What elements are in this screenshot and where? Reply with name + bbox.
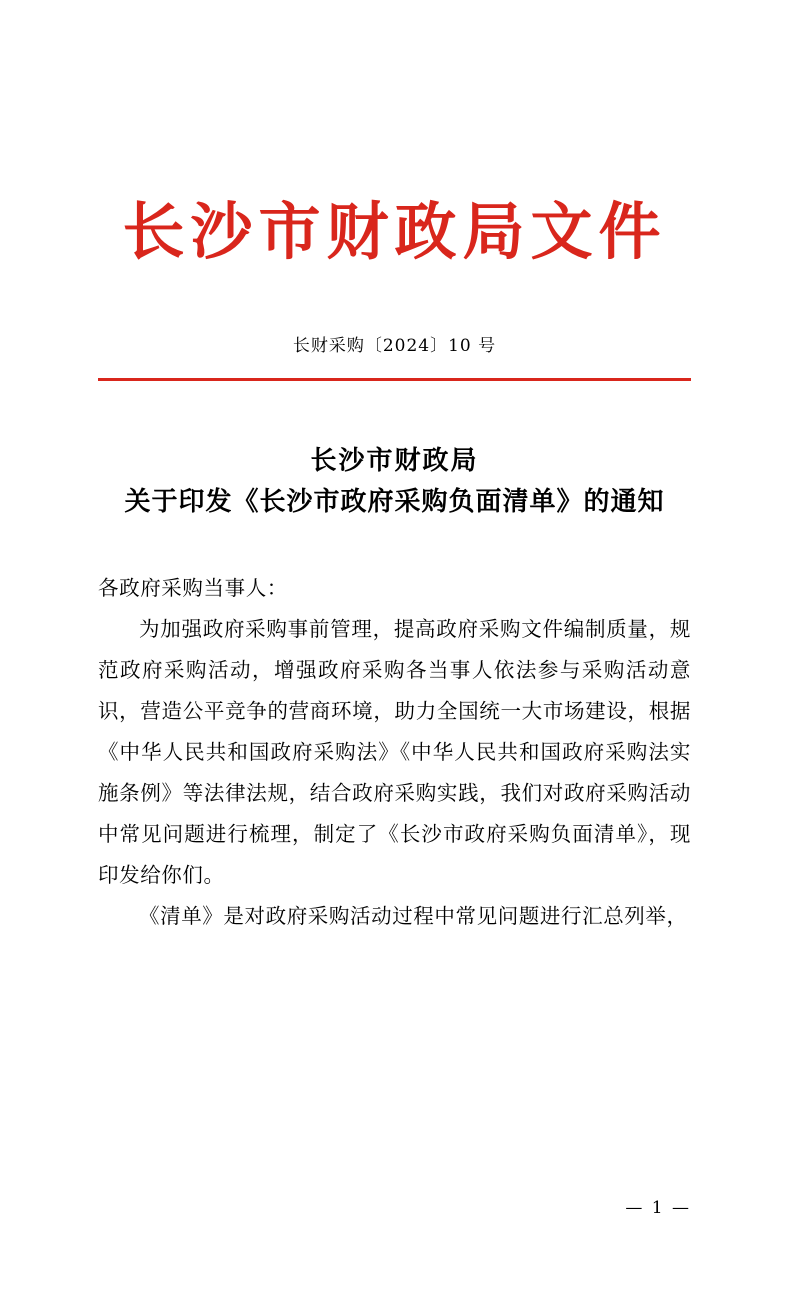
body-paragraph-2: 《清单》是对政府采购活动过程中常见问题进行汇总列举， <box>139 903 688 928</box>
page-number-footer: — 1 — <box>625 1198 691 1218</box>
document-page <box>0 196 789 1290</box>
body-paragraph-1: 为加强政府采购事前管理，提高政府采购文件编制质量，规范政府采购活动，增强政府采购各当事人依法参与采购活动意识，营造公平竞争的营商环境，助力全国统一大市场建设，根据《中华人民共和国政府采购法》《中华人民共和国政府采购法实施条例》等法律法规，结合政府采购实践，我们对政府采购活动中常见问题进行梳理，制定了《长沙市政府采购负面清单》，现印发给你们。 <box>98 616 691 887</box>
masthead <box>98 196 691 267</box>
document-number: 长财采购〔2024〕10 号 <box>292 336 497 357</box>
red-divider-rule <box>98 378 691 381</box>
salutation: 各政府采购当事人： <box>98 575 288 600</box>
document-title <box>98 441 691 522</box>
masthead-title: 长沙市财政局文件 <box>122 195 667 268</box>
document-title-line-2: 关于印发《长沙市政府采购负面清单》的通知 <box>124 486 665 517</box>
document-title-line-1: 长沙市财政局 <box>310 446 479 477</box>
document-body <box>98 568 691 937</box>
